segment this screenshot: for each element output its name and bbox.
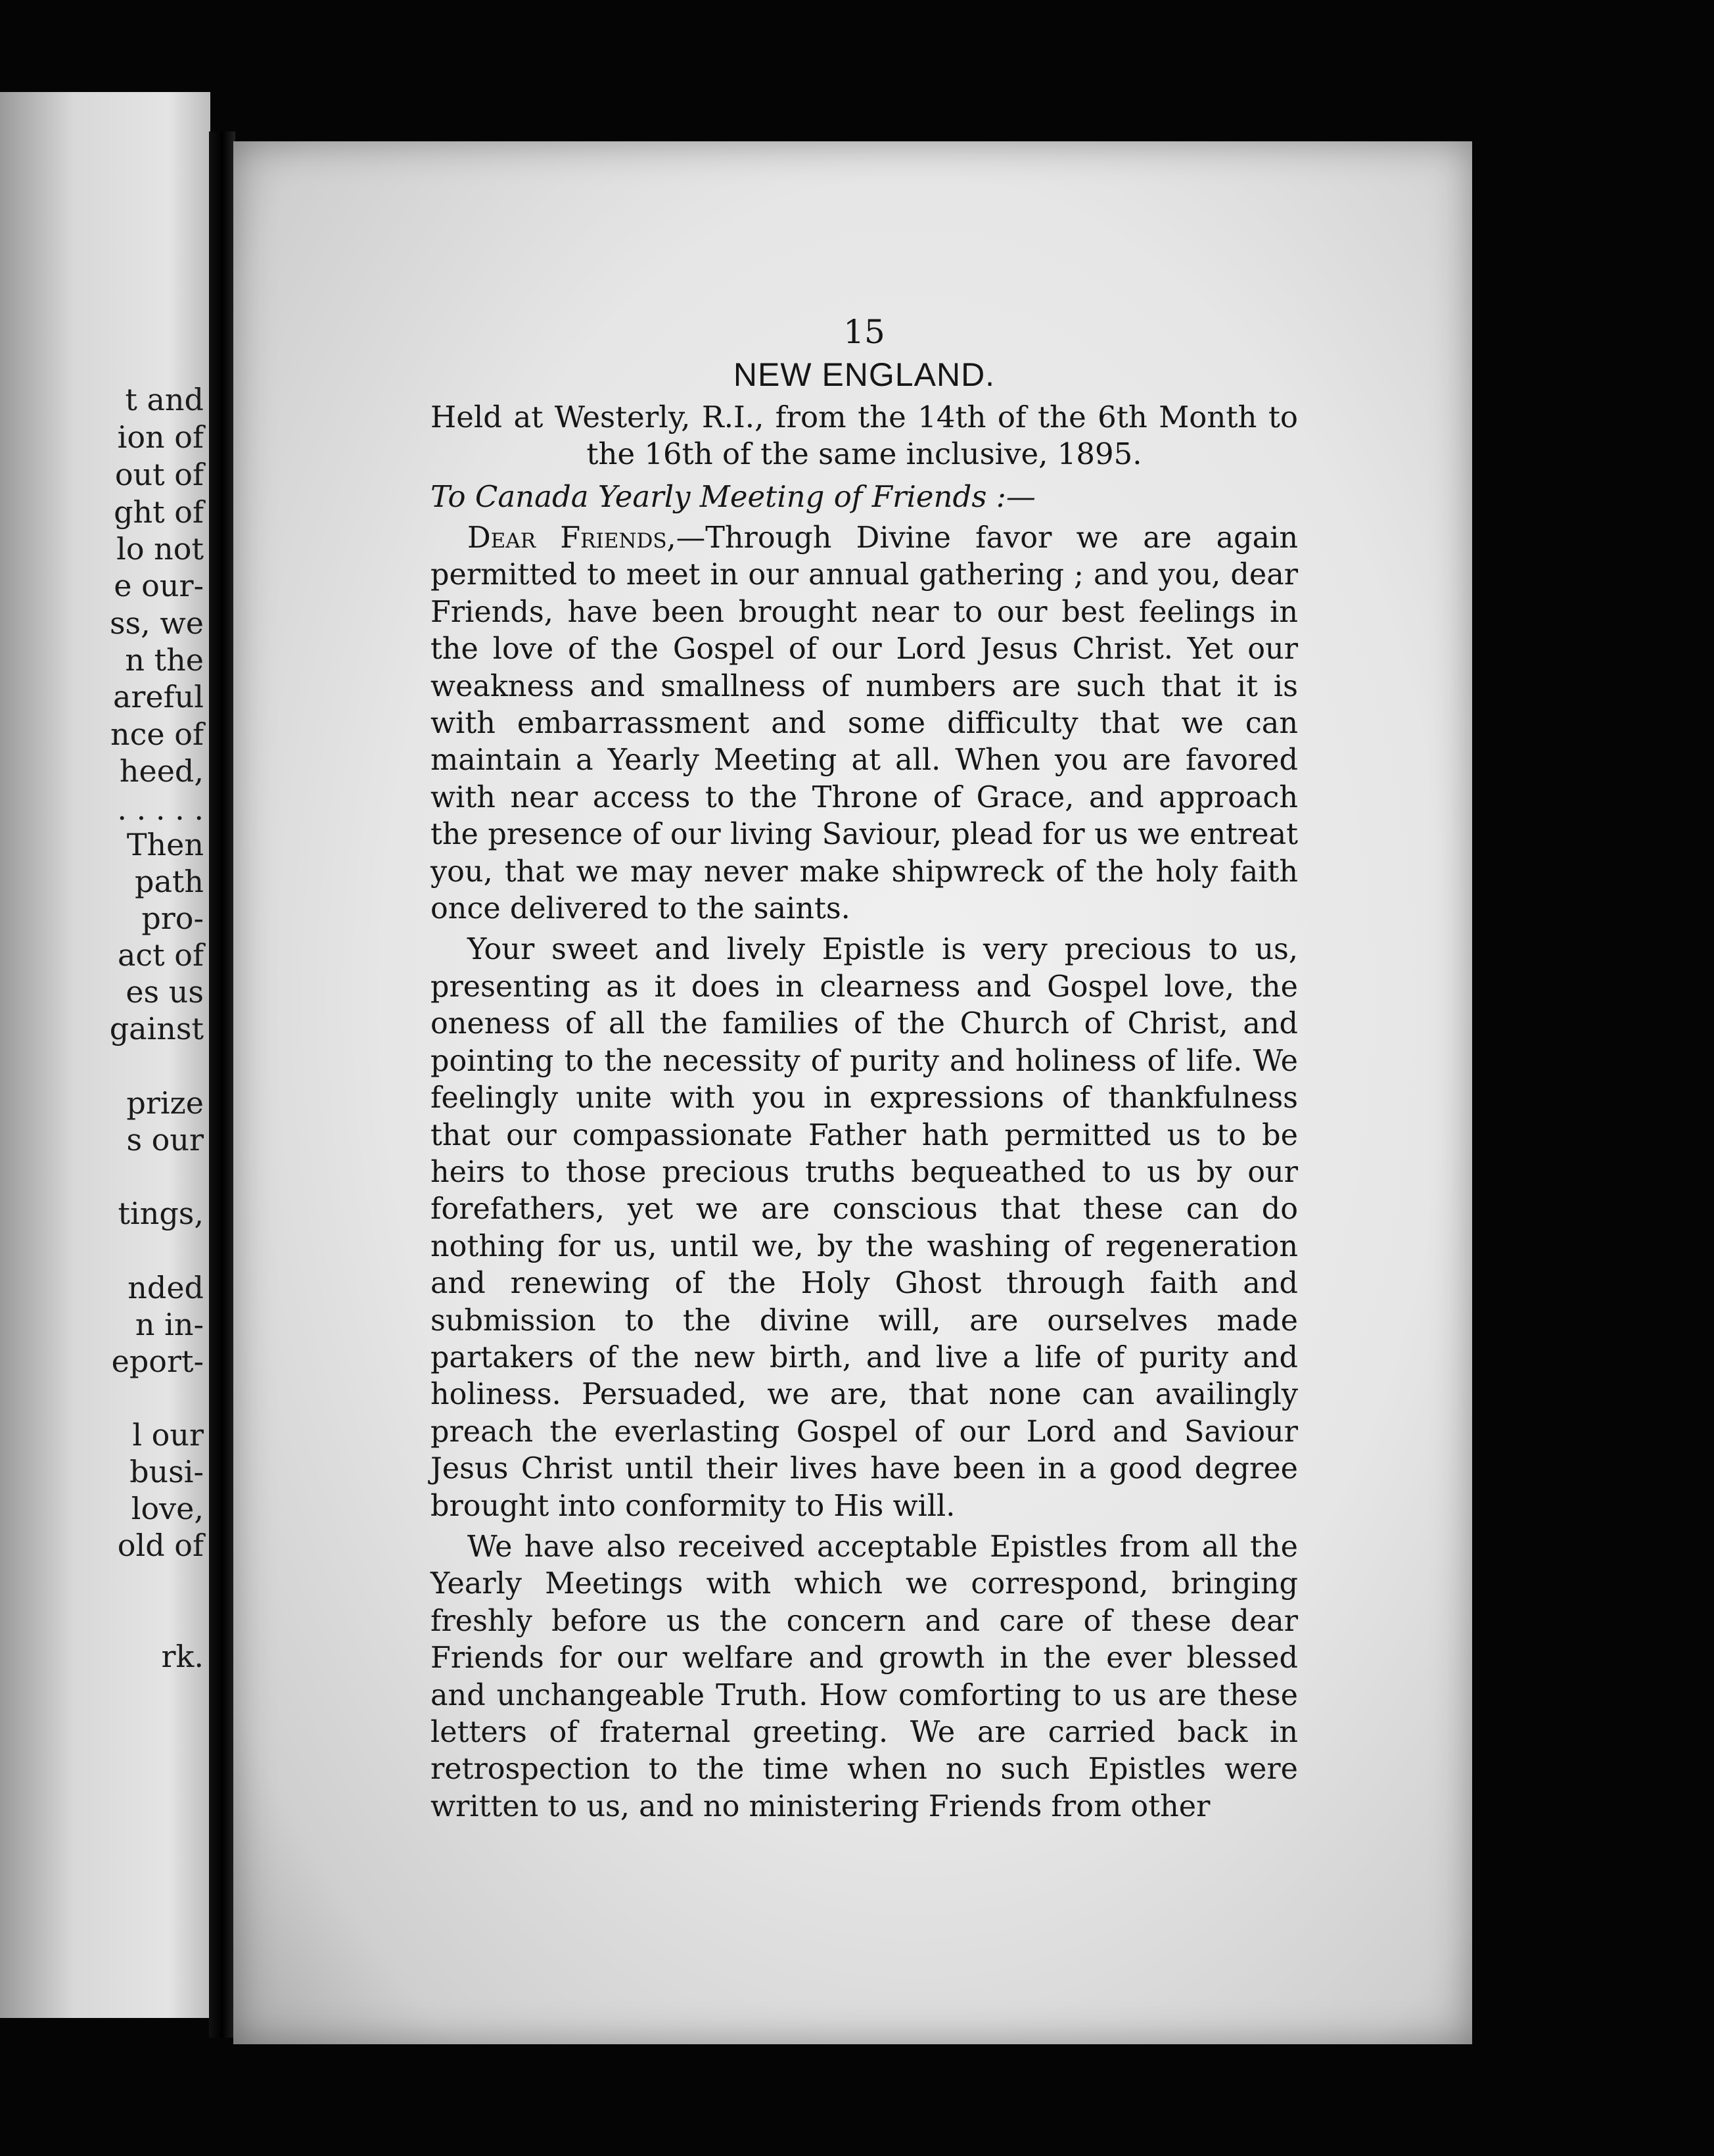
page-text-block (430, 312, 1298, 1825)
book-gutter (209, 131, 235, 2038)
facing-page-line: ght of (114, 494, 204, 530)
facing-page-line: nce of (110, 716, 204, 752)
page-heading: NEW ENGLAND. (733, 356, 996, 393)
salutation: Dear Friends, (467, 521, 676, 555)
facing-page-line: . . . . . (117, 791, 204, 827)
facing-page-line: e our- (114, 568, 204, 603)
facing-page-line: n the (125, 642, 204, 678)
facing-page-line: t and (125, 382, 204, 417)
meeting-held-line: Held at Westerly, R.I., from the 14th of the 6th Month to the 16th of the same inclusive, 1895. (430, 400, 1298, 471)
facing-page-line: rk. (161, 1639, 204, 1674)
facing-page-line: areful (113, 679, 204, 715)
facing-page-line: s our (126, 1122, 204, 1158)
body-paragraph-3: We have also received acceptable Epistles from all the Yearly Meetings with which we correspond, bringing freshly before us the concern and care of these dear Friends for our welfare and growth in the ever blessed and unchangeable Truth. How comforting to us are these letters of fraternal greeting. We are carried back in retrospection to the time when no such Epistles were written to us, and no ministering Friends from other (430, 1530, 1298, 1823)
facing-page-line: lo not (116, 531, 204, 567)
facing-page-line: busi- (129, 1454, 204, 1489)
facing-page-line: ion of (117, 419, 204, 455)
facing-page-line: nded (127, 1270, 204, 1305)
facing-page-line: path (135, 864, 204, 899)
facing-page-line: Then (126, 827, 204, 862)
facing-page-line: es us (126, 974, 204, 1010)
page-number: 15 (843, 313, 885, 351)
body-paragraph-1 (430, 520, 1298, 927)
facing-page-line: heed, (119, 753, 204, 789)
facing-page-line: gainst (109, 1011, 204, 1046)
paragraph-1-text: —Through Divine favor we are again permitted to meet in our annual gathering ; and you, dear Friends, have been brought near to our best feelings in the love of the Gospel of our Lord Jesus Christ. Yet our weakness and smallness of numbers are such that it is with embarrassment and some difficulty that we can maintain a Yearly Meeting at all. When you are favored with near access to the Throne of Grace, and approach the presence of our living Saviour, plead for us we entreat you, that we may never make shipwreck of the holy faith once delivered to the saints. (430, 521, 1299, 926)
facing-page-line: old of (117, 1528, 204, 1563)
facing-page-line: out of (114, 457, 204, 492)
facing-page-line: eport- (111, 1344, 204, 1379)
facing-page-line: ss, we (109, 605, 204, 641)
facing-page-line: act of (117, 937, 204, 973)
facing-page-line: love, (131, 1491, 204, 1526)
document-page (233, 141, 1472, 2044)
facing-page-line: l our (132, 1417, 204, 1453)
body-paragraph-2: Your sweet and lively Epistle is very precious to us, presenting as it does in clearness and Gospel love, the oneness of all the families of the Church of Christ, and pointing to the necessity of purity and holiness of life. We feelingly unite with you in expressions of thankfulness that our compassionate Father hath permitted us to be heirs to those precious truths bequeathed to us by our forefathers, yet we are conscious that these can do nothing for us, until we, by the washing of regeneration and renewing of the Holy Ghost through faith and submission to the divine will, are ourselves made partakers of the new birth, and live a life of purity and holiness. Persuaded, we are, that none can availingly preach the everlasting Gospel of our Lord and Saviour Jesus Christ until their lives have been in a good degree brought into conformity to His will. (430, 933, 1298, 1523)
facing-page-line: tings, (118, 1196, 204, 1231)
facing-page-fragment (0, 92, 210, 2018)
epistle-address: To Canada Yearly Meeting of Friends :— (430, 479, 1036, 514)
facing-page-line: pro- (141, 901, 204, 936)
facing-page-line: n in- (135, 1307, 204, 1342)
facing-page-line: prize (126, 1085, 204, 1121)
